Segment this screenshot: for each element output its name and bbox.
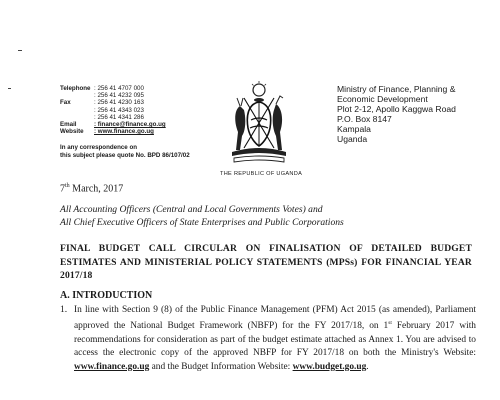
address-line: P.O. Box 8147 bbox=[337, 114, 392, 124]
budget-website-link[interactable]: www.budget.go.ug bbox=[292, 361, 367, 372]
contact-value: : 256 41 4341 286 bbox=[94, 113, 144, 121]
para-text: and the Budget Information Website: bbox=[149, 361, 293, 372]
address-line: Plot 2-12, Apollo Kaggwa Road bbox=[337, 104, 456, 114]
section-heading: A. INTRODUCTION bbox=[60, 290, 153, 301]
contact-value: : 256 41 4343 023 bbox=[94, 106, 144, 114]
circular-title: FINAL BUDGET CALL CIRCULAR ON FINALISATION OF DETAILED BUDGET ESTIMATES AND MINISTERIAL POLICY STATEMENTS (MPSs) FOR FINANCIAL YEAR 2017/18 bbox=[60, 243, 472, 282]
contact-label: Website bbox=[60, 128, 84, 136]
contact-row bbox=[60, 99, 166, 106]
finance-website-link[interactable]: www.finance.go.ug bbox=[74, 361, 150, 372]
address-line: Uganda bbox=[337, 134, 368, 144]
contact-label bbox=[60, 107, 94, 114]
contact-label: Email bbox=[60, 121, 77, 129]
address-line: Economic Development bbox=[337, 94, 428, 104]
para-text: . bbox=[366, 361, 369, 372]
correspondence-line: In any correspondence on bbox=[60, 144, 138, 151]
para-text: February 2017 with recommendations for consideration as part of the budget estimate attached as Annex 1. You are advised to access the electronic copy of the approved NBFP for FY 2017/18 on both the Ministry's Website: bbox=[74, 321, 476, 359]
contact-value: : 256 41 4230 163 bbox=[94, 99, 144, 107]
correspondence-line: this subject please quote No. BPD 86/107/02 bbox=[60, 152, 190, 159]
contact-label bbox=[60, 114, 94, 121]
contact-block bbox=[60, 85, 166, 135]
address-line: Kampala bbox=[337, 124, 371, 134]
coat-of-arms-icon bbox=[226, 80, 292, 164]
paragraph-number: 1. bbox=[60, 304, 68, 315]
addressees bbox=[60, 203, 344, 229]
introduction-paragraph bbox=[74, 304, 476, 374]
letter-date bbox=[60, 183, 123, 194]
contact-label: Fax bbox=[60, 99, 71, 107]
contact-value: : 256 41 4707 000 bbox=[94, 85, 144, 92]
date-day: 7 bbox=[60, 183, 65, 195]
date-suffix: th bbox=[65, 183, 70, 189]
contact-row bbox=[60, 114, 166, 121]
contact-row bbox=[60, 107, 166, 114]
date-rest: March, 2017 bbox=[69, 183, 124, 195]
email-link[interactable]: : finance@finance.go.ug bbox=[94, 121, 166, 129]
contact-row bbox=[60, 92, 166, 99]
contact-label: Telephone bbox=[60, 85, 91, 92]
scan-mark bbox=[18, 50, 22, 51]
para-text: In line with Section 9 (8) of the Public Finance Management (PFM) Act 2015 (as amended), Parliament approved the National Budget Framework (NBFP) for the FY 2017/18, on 1 bbox=[74, 305, 476, 332]
website-link[interactable]: : www.finance.go.ug bbox=[94, 128, 154, 136]
addressee-line: All Accounting Officers (Central and Local Governments Votes) and bbox=[60, 204, 323, 215]
scan-mark bbox=[8, 88, 11, 89]
contact-row bbox=[60, 85, 166, 92]
para-superscript: st bbox=[388, 320, 392, 327]
contact-row bbox=[60, 128, 166, 135]
addressee-line: All Chief Executive Officers of State Enterprises and Public Corporations bbox=[60, 217, 344, 228]
contact-label bbox=[60, 92, 94, 99]
contact-value: : 256 41 4232 095 bbox=[94, 92, 144, 100]
republic-caption: THE REPUBLIC OF UGANDA bbox=[220, 171, 303, 177]
correspondence-note bbox=[60, 144, 190, 160]
address-line: Ministry of Finance, Planning & bbox=[337, 84, 456, 94]
contact-row bbox=[60, 121, 166, 128]
ministry-address bbox=[337, 84, 456, 144]
